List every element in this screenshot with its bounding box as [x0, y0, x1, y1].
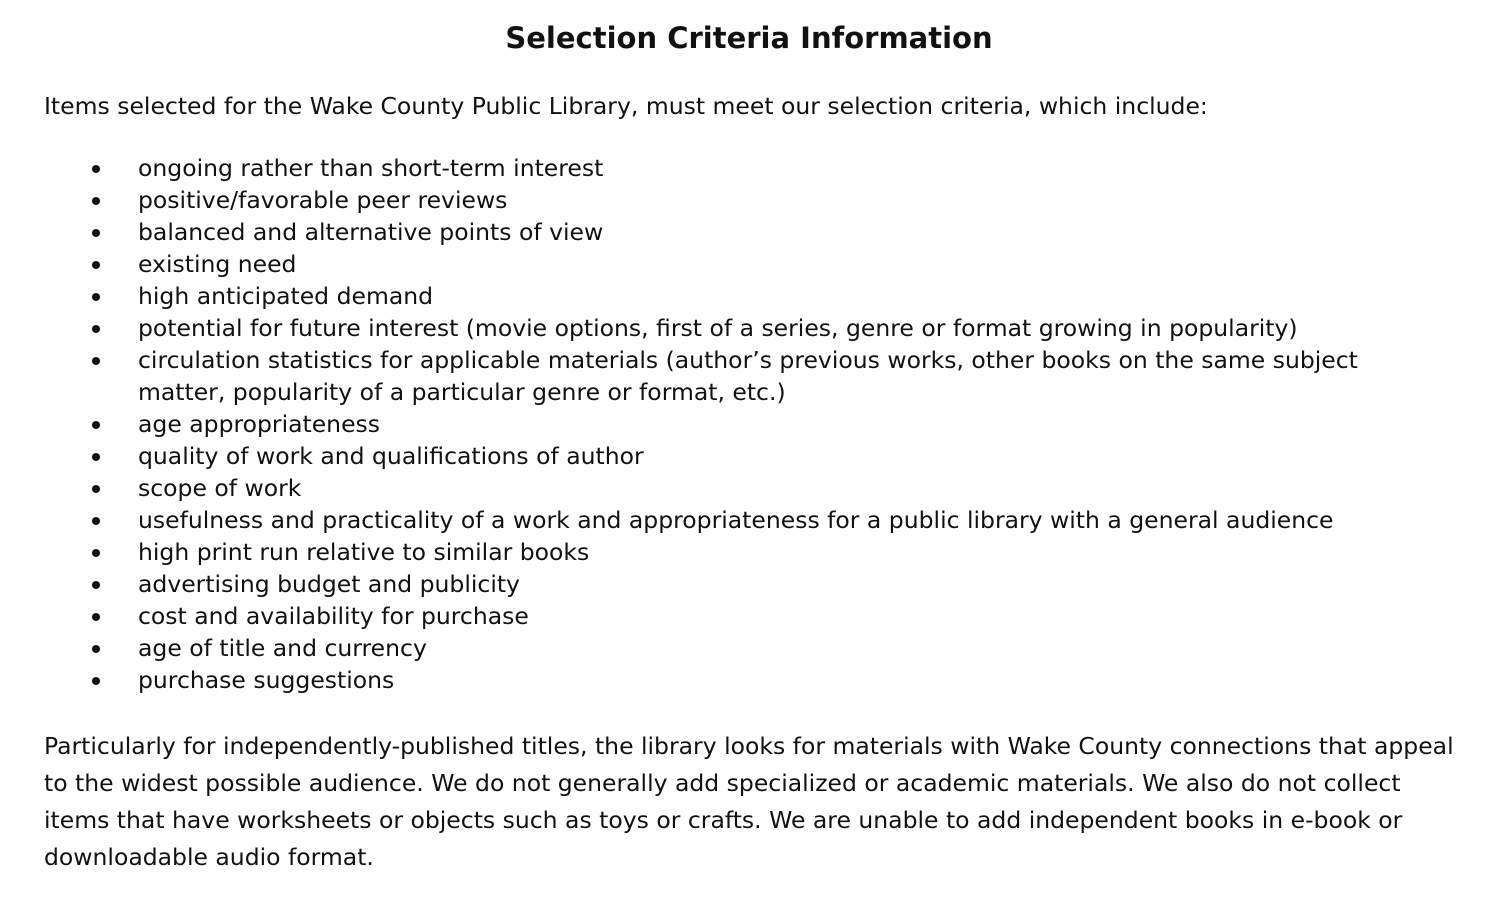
list-item-text: cost and availability for purchase [138, 602, 529, 630]
list-item [0, 632, 1448, 664]
list-item-text: positive/favorable peer reviews [138, 186, 508, 214]
criteria-list [0, 152, 1498, 696]
list-item-text: high anticipated demand [138, 282, 434, 310]
list-item [0, 568, 1448, 600]
list-item-text: ongoing rather than short-term interest [138, 154, 604, 182]
bullet-icon [92, 613, 100, 621]
list-item-text: advertising budget and publicity [138, 570, 520, 598]
list-item [0, 312, 1448, 344]
bullet-icon [92, 485, 100, 493]
bullet-icon [92, 229, 100, 237]
list-item [0, 280, 1448, 312]
bullet-icon [92, 293, 100, 301]
bullet-icon [92, 453, 100, 461]
bullet-icon [92, 325, 100, 333]
bullet-icon [92, 261, 100, 269]
bullet-icon [92, 517, 100, 525]
list-item [0, 600, 1448, 632]
list-item-text: scope of work [138, 474, 302, 502]
closing-paragraph: Particularly for independently-published titles, the library looks for materials with Wake County connections that appeal to the widest possible audience. We do not generally add specialized or academic materials. We also do not collect items that have worksheets or objects such as toys or crafts. We are unable to add independent books in e-book or downloadable audio format. [44, 732, 1454, 871]
list-item [0, 472, 1448, 504]
bullet-icon [92, 197, 100, 205]
list-item-text: age of title and currency [138, 634, 427, 662]
list-item-text: existing need [138, 250, 297, 278]
bullet-icon [92, 549, 100, 557]
list-item [0, 664, 1448, 696]
list-item [0, 536, 1448, 568]
bullet-icon [92, 645, 100, 653]
list-item [0, 184, 1448, 216]
bullet-icon [92, 421, 100, 429]
list-item-text: balanced and alternative points of view [138, 218, 604, 246]
list-item [0, 504, 1448, 536]
list-item [0, 216, 1448, 248]
list-item-text: circulation statistics for applicable materials (author’s previous works, other books on the same subject matter, popularity of a particular genre or format, etc.) [138, 346, 1358, 406]
list-item [0, 408, 1448, 440]
bullet-icon [92, 677, 100, 685]
list-item-text: potential for future interest (movie options, first of a series, genre or format growing in popularity) [138, 314, 1298, 342]
list-item-text: purchase suggestions [138, 666, 395, 694]
list-item-text: high print run relative to similar books [138, 538, 590, 566]
intro-paragraph: Items selected for the Wake County Public Library, must meet our selection criteria, which include: [44, 92, 1208, 120]
list-item [0, 248, 1448, 280]
list-item-text: age appropriateness [138, 410, 381, 438]
bullet-icon [92, 165, 100, 173]
list-item-text: usefulness and practicality of a work and appropriateness for a public library with a general audience [138, 506, 1334, 534]
list-item [0, 344, 1448, 408]
bullet-icon [92, 357, 100, 365]
list-item [0, 440, 1448, 472]
list-item [0, 152, 1448, 184]
bullet-icon [92, 581, 100, 589]
list-item-text: quality of work and qualifications of author [138, 442, 644, 470]
page-title: Selection Criteria Information [505, 21, 993, 55]
